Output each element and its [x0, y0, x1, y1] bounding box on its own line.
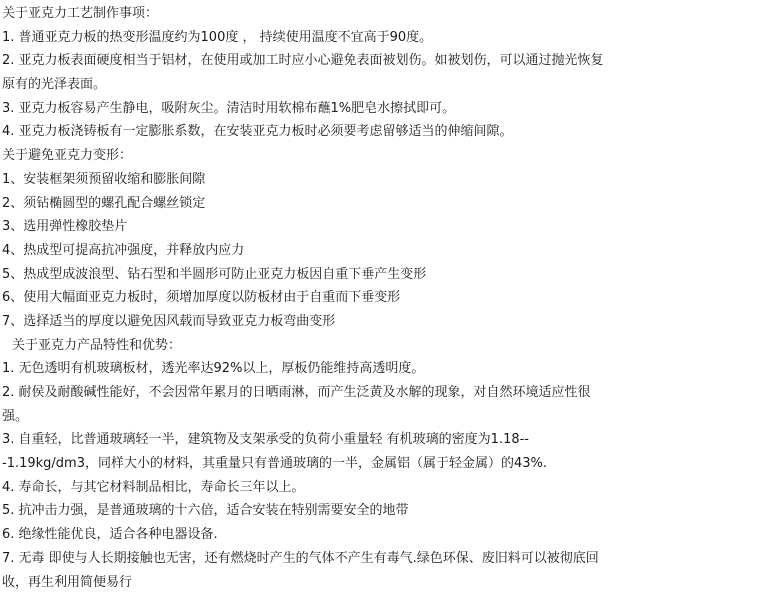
list-item: 2、须钻椭圆型的螺孔配合螺丝锁定: [2, 195, 206, 211]
list-item-continuation: 强。: [2, 408, 29, 424]
section-heading-deformation: 关于避免亚克力变形：: [2, 148, 133, 164]
list-item: 4、热成型可提高抗冲强度，并释放内应力: [2, 242, 245, 258]
section-heading-features: 关于亚克力产品特性和优势：: [12, 337, 182, 353]
list-item: 1. 无色透明有机玻璃板材，透光率达92%以上，厚板仍能维持高透明度。: [2, 361, 425, 377]
list-item: 5、热成型成波浪型、钻石型和半圆形可防止亚克力板因自重下垂产生变形: [2, 266, 427, 282]
list-item: 1、安装框架须预留收缩和膨胀间隙: [2, 171, 206, 187]
list-item-continuation: -1.19kg/dm3，同样大小的材料，其重量只有普通玻璃的一半，金属铝（属于轻金属）的43%.: [2, 456, 548, 472]
list-item: 3. 亚克力板容易产生静电，吸附灰尘。清洁时用软棉布蘸1%肥皂水擦拭即可。: [2, 100, 456, 116]
list-item-continuation: 原有的光泽表面。: [2, 77, 107, 93]
list-item: 7、选择适当的厚度以避免因风载而导致亚克力板弯曲变形: [2, 313, 336, 329]
list-item-continuation: 收，再生利用简便易行: [2, 574, 133, 590]
list-item: 2. 耐侯及耐酸碱性能好，不会因常年累月的日晒雨淋，而产生泛黄及水解的现象，对自然环境适应性很: [2, 385, 591, 400]
list-item: 1. 普通亚克力板的热变形温度约为100度 ， 持续使用温度不宜高于90度。: [2, 29, 433, 45]
section-heading-craft: 关于亚克力工艺制作事项：: [2, 6, 159, 21]
list-item: 6、使用大幅面亚克力板时，须增加厚度以防板材由于自重而下垂变形: [2, 290, 401, 306]
list-item: 4. 寿命长，与其它材料制品相比，寿命长三年以上。: [2, 479, 305, 495]
list-item: 5. 抗冲击力强，是普通玻璃的十六倍，适合安装在特别需要安全的地带: [2, 503, 409, 519]
list-item: 3、选用弹性橡胶垫片: [2, 219, 128, 235]
list-item: 3. 自重轻，比普通玻璃轻一半，建筑物及支架承受的负荷小重量轻 有机玻璃的密度为1.18--: [2, 432, 529, 448]
list-item: 2. 亚克力板表面硬度相当于铝材，在使用或加工时应小心避免表面被划伤。如被划伤，可以通过抛光恢复: [2, 53, 604, 69]
list-item: 7. 无毒 即使与人长期接触也无害，还有燃烧时产生的气体不产生有毒气.绿色环保、废旧料可以被彻底回: [2, 550, 599, 566]
list-item: 4. 亚克力板浇铸板有一定膨胀系数，在安装亚克力板时必须要考虑留够适当的伸缩间隙。: [2, 124, 513, 140]
list-item: 6. 绝缘性能优良，适合各种电器设备.: [2, 527, 218, 543]
